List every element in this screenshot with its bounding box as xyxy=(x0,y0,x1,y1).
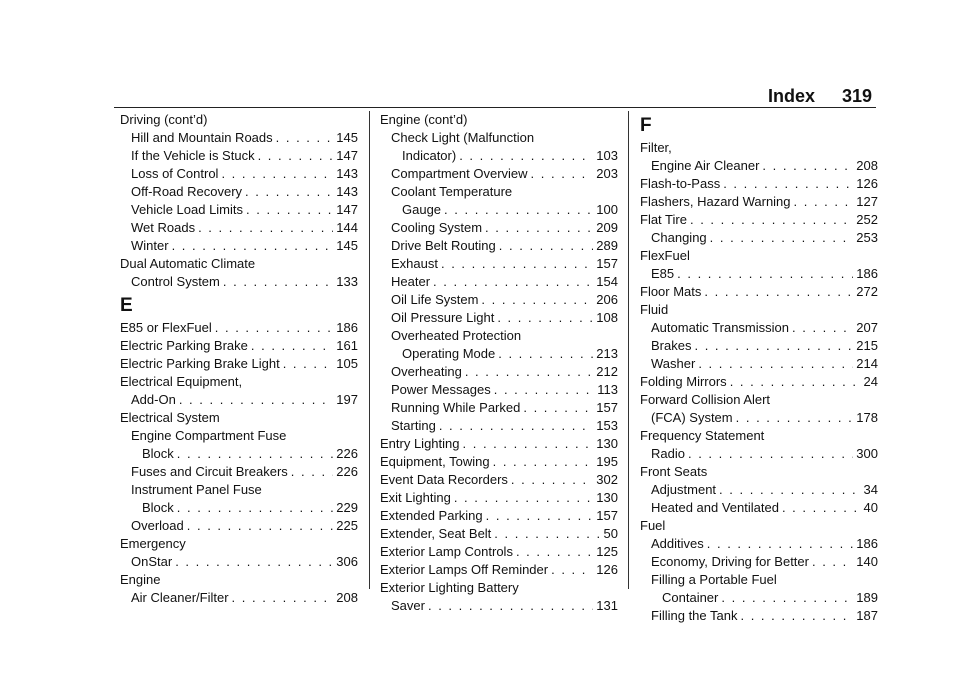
index-entry xyxy=(120,373,358,391)
index-entry-label: Economy, Driving for Better xyxy=(651,554,809,569)
index-entry xyxy=(120,481,358,499)
dot-leader xyxy=(251,337,333,355)
index-entry xyxy=(380,435,618,453)
index-entry-page[interactable]: 154 xyxy=(596,274,618,289)
dot-leader xyxy=(433,273,593,291)
index-entry-label: Starting xyxy=(391,418,436,433)
dot-leader xyxy=(721,589,853,607)
index-entry xyxy=(640,283,878,301)
index-entry-label: Filter, xyxy=(640,140,672,155)
dot-leader xyxy=(221,165,333,183)
index-entry-page[interactable]: 161 xyxy=(336,338,358,353)
index-entry xyxy=(640,427,878,445)
dot-leader xyxy=(459,147,593,165)
index-entry xyxy=(380,543,618,561)
dot-leader xyxy=(494,525,600,543)
dot-leader xyxy=(232,589,334,607)
index-entry xyxy=(120,463,358,481)
index-entry xyxy=(380,255,618,273)
index-entry-label: Loss of Control xyxy=(131,166,219,181)
index-entry-page[interactable]: 178 xyxy=(856,410,878,425)
index-entry-label: Drive Belt Routing xyxy=(391,238,496,253)
index-entry-page[interactable]: 289 xyxy=(596,238,618,253)
dot-leader xyxy=(531,165,594,183)
index-entry-page[interactable]: 208 xyxy=(856,158,878,173)
index-entry xyxy=(380,453,618,471)
index-entry-label: Electric Parking Brake Light xyxy=(120,356,280,371)
index-entry-page[interactable]: 208 xyxy=(336,590,358,605)
index-entry xyxy=(120,111,358,129)
index-entry-label: Brakes xyxy=(651,338,692,353)
dot-leader xyxy=(177,445,334,463)
index-entry-label: Saver xyxy=(391,598,425,613)
index-entry xyxy=(120,553,358,571)
index-entry xyxy=(380,363,618,381)
index-entry-page[interactable]: 197 xyxy=(336,392,358,407)
dot-leader xyxy=(444,201,593,219)
index-entry xyxy=(380,165,618,183)
index-entry-label: Filling the Tank xyxy=(651,608,738,623)
index-entry-page[interactable]: 144 xyxy=(336,220,358,235)
index-entry xyxy=(120,129,358,147)
index-entry-page[interactable]: 203 xyxy=(596,166,618,181)
index-entry xyxy=(640,517,878,535)
index-entry xyxy=(380,201,618,219)
index-entry-label: Equipment, Towing xyxy=(380,454,490,469)
dot-leader xyxy=(485,219,593,237)
index-entry xyxy=(640,571,878,589)
index-entry xyxy=(380,147,618,165)
dot-leader xyxy=(690,211,853,229)
index-entry xyxy=(120,517,358,535)
page-number: 319 xyxy=(842,86,873,106)
index-entry-page[interactable]: 187 xyxy=(856,608,878,623)
index-entry xyxy=(120,237,358,255)
dot-leader xyxy=(258,147,334,165)
index-entry-page[interactable]: 213 xyxy=(596,346,618,361)
dot-leader xyxy=(215,319,334,337)
index-entry xyxy=(640,247,878,265)
index-entry-page[interactable]: 226 xyxy=(336,464,358,479)
dot-leader xyxy=(730,373,861,391)
index-entry-label: Indicator) xyxy=(402,148,457,163)
index-entry-page[interactable]: 300 xyxy=(856,446,878,461)
section-letter: E xyxy=(120,295,133,316)
dot-leader xyxy=(283,355,334,373)
index-entry xyxy=(640,535,878,553)
index-entry-label: Container xyxy=(662,590,719,605)
dot-leader xyxy=(511,471,593,489)
index-entry-page[interactable]: 103 xyxy=(596,148,618,163)
index-entry-label: Washer xyxy=(651,356,696,371)
dot-leader xyxy=(694,337,853,355)
dot-leader xyxy=(710,229,854,247)
dot-leader xyxy=(439,417,593,435)
section-letter: F xyxy=(640,115,652,136)
dot-leader xyxy=(704,283,853,301)
index-entry-label: Radio xyxy=(651,446,685,461)
index-entry-label: Adjustment xyxy=(651,482,717,497)
index-entry-label: Engine xyxy=(120,572,161,587)
index-entry xyxy=(640,139,878,157)
index-entry-label: Vehicle Load Limits xyxy=(131,202,244,217)
index-entry-label: Oil Pressure Light xyxy=(391,310,495,325)
dot-leader xyxy=(223,273,333,291)
dot-leader xyxy=(723,175,853,193)
index-entry-label: Driving (cont’d) xyxy=(120,112,208,127)
dot-leader xyxy=(465,363,593,381)
dot-leader xyxy=(246,201,333,219)
index-entry-label: Event Data Recorders xyxy=(380,472,508,487)
index-entry xyxy=(120,337,358,355)
index-entry-page[interactable]: 24 xyxy=(863,374,878,389)
index-entry-label: Fuel xyxy=(640,518,666,533)
index-entry-label: Electric Parking Brake xyxy=(120,338,248,353)
dot-leader xyxy=(494,381,595,399)
index-entry-label: Heater xyxy=(391,274,431,289)
index-entry-label: Filling a Portable Fuel xyxy=(651,572,777,587)
dot-leader xyxy=(441,255,593,273)
column-divider xyxy=(369,111,370,589)
index-entry-label: Entry Lighting xyxy=(380,436,460,451)
dot-leader xyxy=(812,553,853,571)
index-entry-page[interactable]: 157 xyxy=(596,508,618,523)
index-entry-page[interactable]: 105 xyxy=(336,356,358,371)
index-entry-label: Engine Air Cleaner xyxy=(651,158,760,173)
index-entry xyxy=(120,183,358,201)
index-entry-label: Block xyxy=(142,500,174,515)
dot-leader xyxy=(707,535,854,553)
index-entry xyxy=(380,525,618,543)
index-entry xyxy=(380,327,618,345)
index-entry xyxy=(640,553,878,571)
index-entry-page[interactable]: 225 xyxy=(336,518,358,533)
index-entry-label: Exterior Lamp Controls xyxy=(380,544,513,559)
dot-leader xyxy=(276,129,334,147)
index-entry-page[interactable]: 253 xyxy=(856,230,878,245)
dot-leader xyxy=(740,607,853,625)
index-entry-label: If the Vehicle is Stuck xyxy=(131,148,255,163)
dot-leader xyxy=(179,391,333,409)
index-entry xyxy=(120,147,358,165)
index-entry xyxy=(640,211,878,229)
index-entry xyxy=(120,273,358,291)
index-entry-page[interactable]: 229 xyxy=(336,500,358,515)
index-entry-label: Oil Life System xyxy=(391,292,479,307)
index-entry xyxy=(640,265,878,283)
index-column-3 xyxy=(640,111,878,625)
index-entry-page[interactable]: 226 xyxy=(336,446,358,461)
index-entry-label: Winter xyxy=(131,238,169,253)
dot-leader xyxy=(499,237,594,255)
index-entry-label: Folding Mirrors xyxy=(640,374,727,389)
index-entry-label: E85 xyxy=(651,266,675,281)
index-entry-page[interactable]: 130 xyxy=(596,436,618,451)
index-entry-page[interactable]: 108 xyxy=(596,310,618,325)
index-entry-page[interactable]: 186 xyxy=(856,266,878,281)
index-entry-page[interactable]: 145 xyxy=(336,130,358,145)
dot-leader xyxy=(688,445,853,463)
index-entry-page[interactable]: 125 xyxy=(596,544,618,559)
index-entry xyxy=(120,535,358,553)
index-entry-label: Running While Parked xyxy=(391,400,521,415)
index-entry-label: Electrical Equipment, xyxy=(120,374,243,389)
index-entry xyxy=(380,273,618,291)
index-entry xyxy=(640,175,878,193)
index-entry xyxy=(640,481,878,499)
index-entry-page[interactable]: 133 xyxy=(336,274,358,289)
index-entry xyxy=(380,309,618,327)
index-entry-label: Electrical System xyxy=(120,410,220,425)
index-entry-label: Instrument Panel Fuse xyxy=(131,482,262,497)
index-entry-label: Add-On xyxy=(131,392,176,407)
index-entry xyxy=(640,373,878,391)
index-entry xyxy=(380,579,618,597)
index-entry-page[interactable]: 206 xyxy=(596,292,618,307)
index-entry-label: FlexFuel xyxy=(640,248,690,263)
index-entry-label: Fuses and Circuit Breakers xyxy=(131,464,288,479)
index-entry xyxy=(380,417,618,435)
index-entry-page[interactable]: 252 xyxy=(856,212,878,227)
index-entry xyxy=(640,355,878,373)
index-entry-page[interactable]: 157 xyxy=(596,400,618,415)
index-entry-label: Exit Lighting xyxy=(380,490,451,505)
index-entry-label: Flashers, Hazard Warning xyxy=(640,194,791,209)
index-entry-label: Frequency Statement xyxy=(640,428,765,443)
index-entry xyxy=(380,597,618,615)
index-entry xyxy=(380,237,618,255)
index-entry xyxy=(120,571,358,589)
index-entry-label: Heated and Ventilated xyxy=(651,500,779,515)
index-entry-page[interactable]: 100 xyxy=(596,202,618,217)
dot-leader xyxy=(792,319,853,337)
index-entry-page[interactable]: 209 xyxy=(596,220,618,235)
index-entry-label: Exterior Lighting Battery xyxy=(380,580,519,595)
index-entry-label: Block xyxy=(142,446,174,461)
dot-leader xyxy=(463,435,594,453)
index-entry xyxy=(380,219,618,237)
dot-leader xyxy=(498,345,593,363)
dot-leader xyxy=(762,157,853,175)
index-entry xyxy=(640,499,878,517)
index-entry-label: Engine Compartment Fuse xyxy=(131,428,287,443)
index-entry-label: E85 or FlexFuel xyxy=(120,320,212,335)
dot-leader xyxy=(497,309,593,327)
index-entry xyxy=(120,445,358,463)
index-entry-page[interactable]: 186 xyxy=(856,536,878,551)
index-entry xyxy=(640,301,878,319)
index-entry-page[interactable]: 50 xyxy=(603,526,618,541)
index-entry-page[interactable]: 189 xyxy=(856,590,878,605)
index-entry-label: Front Seats xyxy=(640,464,708,479)
index-entry xyxy=(640,409,878,427)
index-entry xyxy=(380,561,618,579)
index-entry-page[interactable]: 145 xyxy=(336,238,358,253)
index-entry xyxy=(120,319,358,337)
index-entry xyxy=(640,319,878,337)
index-entry xyxy=(120,255,358,273)
index-entry-label: Exhaust xyxy=(391,256,438,271)
index-entry-page[interactable]: 147 xyxy=(336,202,358,217)
index-entry xyxy=(120,355,358,373)
index-entry-label: Off-Road Recovery xyxy=(131,184,243,199)
dot-leader xyxy=(486,507,594,525)
index-entry-label: Air Cleaner/Filter xyxy=(131,590,229,605)
dot-leader xyxy=(794,193,854,211)
index-entry-page[interactable]: 302 xyxy=(596,472,618,487)
index-entry-label: Emergency xyxy=(120,536,186,551)
index-entry-label: Extended Parking xyxy=(380,508,483,523)
index-entry-page[interactable]: 130 xyxy=(596,490,618,505)
index-entry-page[interactable]: 127 xyxy=(856,194,878,209)
dot-leader xyxy=(516,543,593,561)
index-entry-label: Compartment Overview xyxy=(391,166,528,181)
dot-leader xyxy=(175,553,333,571)
index-entry xyxy=(640,229,878,247)
index-entry-label: Engine (cont’d) xyxy=(380,112,468,127)
index-entry-label: Flash-to-Pass xyxy=(640,176,721,191)
dot-leader xyxy=(428,597,593,615)
index-entry-page[interactable]: 140 xyxy=(856,554,878,569)
dot-leader xyxy=(198,219,333,237)
index-entry-label: Fluid xyxy=(640,302,669,317)
index-entry xyxy=(120,219,358,237)
index-entry xyxy=(120,201,358,219)
dot-leader xyxy=(291,463,334,481)
index-entry xyxy=(640,445,878,463)
index-entry-label: (FCA) System xyxy=(651,410,733,425)
section-title: Index xyxy=(768,86,816,106)
index-entry xyxy=(640,193,878,211)
index-entry-page[interactable]: 113 xyxy=(597,382,618,397)
index-entry-page[interactable]: 40 xyxy=(863,500,878,515)
index-entry xyxy=(380,111,618,129)
index-entry-page[interactable]: 207 xyxy=(856,320,878,335)
index-entry-label: Floor Mats xyxy=(640,284,702,299)
index-entry xyxy=(640,589,878,607)
index-entry xyxy=(380,345,618,363)
index-entry xyxy=(120,589,358,607)
index-entry-label: Forward Collision Alert xyxy=(640,392,771,407)
index-entry-page[interactable]: 186 xyxy=(336,320,358,335)
index-entry-label: Coolant Temperature xyxy=(391,184,513,199)
index-entry-label: Overload xyxy=(131,518,184,533)
index-entry-page[interactable]: 126 xyxy=(596,562,618,577)
index-entry-page[interactable]: 195 xyxy=(596,454,618,469)
dot-leader xyxy=(177,499,334,517)
index-entry-label: Hill and Mountain Roads xyxy=(131,130,273,145)
header-rule xyxy=(114,107,876,108)
index-entry xyxy=(380,507,618,525)
index-entry xyxy=(640,337,878,355)
index-entry-label: Control System xyxy=(131,274,220,289)
index-entry xyxy=(380,399,618,417)
dot-leader xyxy=(523,399,593,417)
index-entry xyxy=(120,391,358,409)
dot-leader xyxy=(172,237,334,255)
index-entry-label: OnStar xyxy=(131,554,173,569)
index-entry-label: Flat Tire xyxy=(640,212,687,227)
index-entry-page[interactable]: 153 xyxy=(596,418,618,433)
index-entry-label: Dual Automatic Climate xyxy=(120,256,256,271)
dot-leader xyxy=(736,409,854,427)
index-entry-page[interactable]: 147 xyxy=(336,148,358,163)
dot-leader xyxy=(481,291,593,309)
index-entry xyxy=(640,391,878,409)
index-entry xyxy=(640,607,878,625)
index-entry-label: Changing xyxy=(651,230,707,245)
index-entry-page[interactable]: 131 xyxy=(596,598,618,613)
index-entry-page[interactable]: 126 xyxy=(856,176,878,191)
index-entry-page[interactable]: 157 xyxy=(596,256,618,271)
index-entry-label: Exterior Lamps Off Reminder xyxy=(380,562,549,577)
index-entry xyxy=(120,165,358,183)
dot-leader xyxy=(454,489,593,507)
index-entry xyxy=(380,471,618,489)
index-entry xyxy=(380,381,618,399)
index-entry-page[interactable]: 143 xyxy=(336,166,358,181)
dot-leader xyxy=(493,453,594,471)
dot-leader xyxy=(719,481,860,499)
index-entry xyxy=(120,427,358,445)
index-entry-label: Overheated Protection xyxy=(391,328,522,343)
index-entry-label: Extender, Seat Belt xyxy=(380,526,492,541)
index-entry-label: Overheating xyxy=(391,364,462,379)
index-entry-page[interactable]: 306 xyxy=(336,554,358,569)
dot-leader xyxy=(698,355,853,373)
index-entry-page[interactable]: 215 xyxy=(856,338,878,353)
index-entry-label: Automatic Transmission xyxy=(651,320,789,335)
index-column-1 xyxy=(120,111,358,607)
index-entry-page[interactable]: 214 xyxy=(856,356,878,371)
index-entry-label: Power Messages xyxy=(391,382,491,397)
index-entry xyxy=(120,499,358,517)
index-entry xyxy=(640,463,878,481)
dot-leader xyxy=(677,265,853,283)
index-entry xyxy=(640,157,878,175)
index-entry-label: Wet Roads xyxy=(131,220,196,235)
index-entry-label: Gauge xyxy=(402,202,442,217)
index-entry-page[interactable]: 143 xyxy=(336,184,358,199)
index-entry xyxy=(380,129,618,147)
dot-leader xyxy=(551,561,593,579)
index-entry xyxy=(120,409,358,427)
index-entry-page[interactable]: 212 xyxy=(596,364,618,379)
index-entry-label: Operating Mode xyxy=(402,346,496,361)
index-entry-page[interactable]: 272 xyxy=(856,284,878,299)
dot-leader xyxy=(782,499,861,517)
index-entry-label: Cooling System xyxy=(391,220,483,235)
dot-leader xyxy=(245,183,333,201)
index-entry xyxy=(380,489,618,507)
index-entry xyxy=(380,183,618,201)
dot-leader xyxy=(187,517,334,535)
index-entry xyxy=(380,291,618,309)
index-entry-label: Check Light (Malfunction xyxy=(391,130,535,145)
index-column-2 xyxy=(380,111,618,615)
column-divider xyxy=(628,111,629,589)
index-entry-label: Additives xyxy=(651,536,704,551)
index-entry-page[interactable]: 34 xyxy=(863,482,878,497)
